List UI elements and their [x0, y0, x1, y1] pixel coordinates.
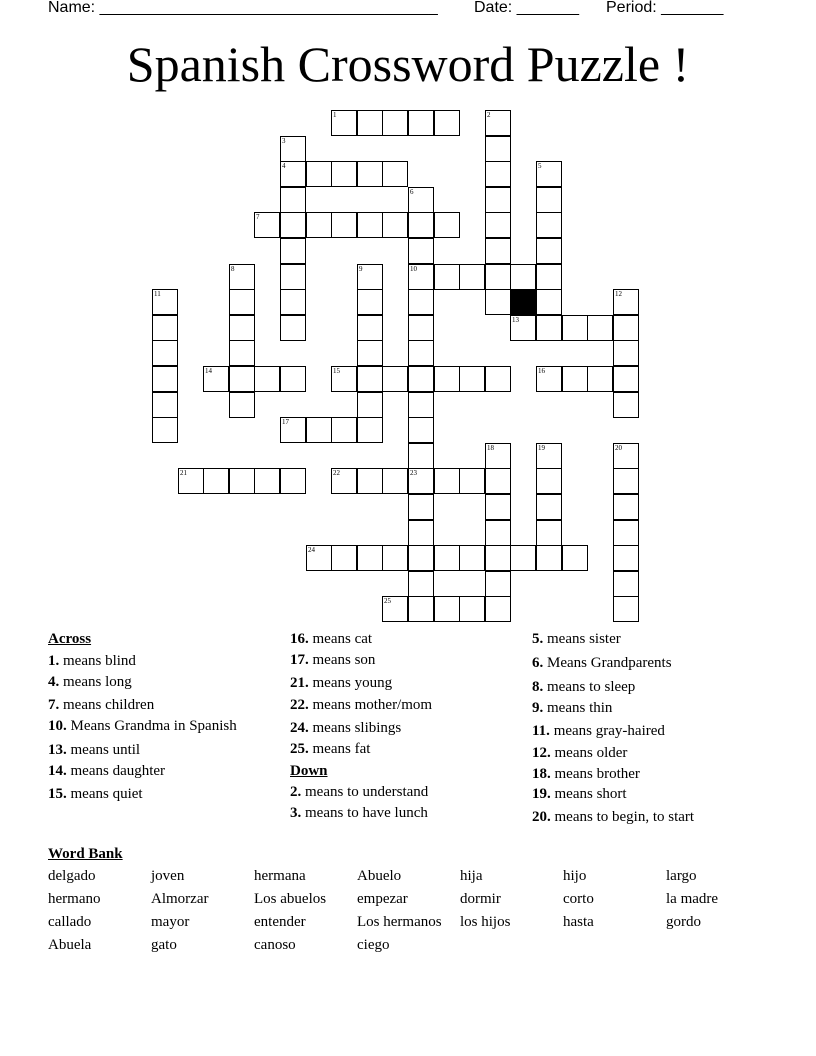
crossword-cell[interactable] [536, 212, 562, 238]
crossword-cell[interactable] [331, 161, 357, 187]
crossword-cell[interactable] [357, 417, 383, 443]
crossword-cell[interactable] [152, 366, 178, 392]
crossword-cell[interactable] [357, 110, 383, 136]
crossword-cell[interactable] [613, 443, 639, 469]
clue-number: 7 [256, 213, 260, 221]
clue-num: 20. [532, 809, 551, 825]
clue-number: 3 [282, 137, 286, 145]
clue-num: 5. [532, 631, 544, 647]
crossword-cell[interactable] [613, 571, 639, 597]
clue-num: 2. [290, 784, 302, 800]
crossword-cell[interactable] [357, 392, 383, 418]
crossword-cell[interactable] [203, 366, 229, 392]
crossword-cell[interactable] [613, 289, 639, 315]
clue-number: 12 [615, 290, 622, 298]
crossword-cell[interactable] [485, 238, 511, 264]
clue-number: 23 [410, 469, 417, 477]
clue-number: 13 [512, 316, 519, 324]
down-clue [532, 745, 627, 762]
crossword-cell[interactable] [254, 366, 280, 392]
crossword-cell[interactable] [536, 468, 562, 494]
clue-text: means short [550, 786, 627, 802]
clue-number: 21 [180, 469, 187, 477]
crossword-cell[interactable] [485, 136, 511, 162]
clue-number: 25 [384, 597, 391, 605]
clue-number: 19 [538, 444, 545, 452]
crossword-cell[interactable] [536, 366, 562, 392]
crossword-cell[interactable] [280, 161, 306, 187]
clue-number: 5 [538, 162, 542, 170]
crossword-cell[interactable] [562, 315, 588, 341]
clue-num: 7. [48, 697, 60, 713]
down-clue [532, 786, 627, 803]
word-bank-item: mayor [151, 914, 190, 930]
period-field[interactable]: Period: _______ [606, 0, 724, 16]
crossword-cell[interactable] [485, 468, 511, 494]
crossword-cell[interactable] [382, 366, 408, 392]
word-bank-item: ciego [357, 937, 390, 953]
crossword-cell[interactable] [382, 468, 408, 494]
crossword-cell[interactable] [357, 161, 383, 187]
crossword-cell[interactable] [459, 264, 485, 290]
crossword-cell[interactable] [280, 212, 306, 238]
crossword-cell[interactable] [408, 289, 434, 315]
clue-number: 10 [410, 265, 417, 273]
crossword-cell[interactable] [280, 264, 306, 290]
clue-text: Means Grandma in Spanish [66, 718, 237, 734]
clue-text: means gray-haired [549, 723, 665, 739]
across-clue [290, 741, 370, 758]
crossword-cell[interactable] [331, 468, 357, 494]
crossword-cell[interactable] [152, 340, 178, 366]
crossword-cell[interactable] [434, 366, 460, 392]
crossword-cell[interactable] [459, 366, 485, 392]
crossword-cell[interactable] [536, 264, 562, 290]
across-clue [48, 742, 140, 759]
date-field[interactable]: Date: _______ [474, 0, 579, 16]
clue-num: 16. [290, 631, 309, 647]
down-clue [532, 766, 640, 783]
word-bank-item: callado [48, 914, 92, 930]
clue-num: 4. [48, 674, 60, 690]
crossword-cell[interactable] [408, 494, 434, 520]
crossword-cell[interactable] [229, 289, 255, 315]
clue-num: 18. [532, 766, 551, 782]
clue-text: means mother/mom [308, 697, 433, 713]
clue-number: 2 [487, 111, 491, 119]
across-clue [48, 763, 165, 780]
clue-text: means daughter [66, 763, 166, 779]
crossword-cell[interactable] [536, 494, 562, 520]
crossword-cell[interactable] [229, 366, 255, 392]
clue-text: means cat [308, 631, 373, 647]
clue-text: means son [308, 652, 376, 668]
across-clue [290, 652, 375, 669]
crossword-cell[interactable] [357, 366, 383, 392]
word-bank-title: Word Bank [48, 846, 123, 862]
crossword-cell[interactable] [434, 264, 460, 290]
across-clue [48, 697, 154, 714]
clue-text: means fat [308, 741, 371, 757]
crossword-cell[interactable] [229, 340, 255, 366]
crossword-cell[interactable] [408, 187, 434, 213]
crossword-cell[interactable] [562, 545, 588, 571]
clue-number: 18 [487, 444, 494, 452]
crossword-cell[interactable] [357, 264, 383, 290]
clue-text: Means Grandparents [543, 655, 672, 671]
clue-number: 14 [205, 367, 212, 375]
across-clue [48, 786, 143, 803]
word-bank-item: la madre [666, 891, 719, 907]
word-bank-item: hijo [563, 868, 587, 884]
crossword-cell[interactable] [229, 315, 255, 341]
crossword-cell[interactable] [203, 468, 229, 494]
word-bank-item: corto [563, 891, 594, 907]
crossword-cell[interactable] [485, 187, 511, 213]
crossword-cell[interactable] [536, 520, 562, 546]
crossword-cell[interactable] [613, 366, 639, 392]
clue-text: means blind [59, 653, 136, 669]
crossword-cell[interactable] [485, 494, 511, 520]
crossword-cell[interactable] [306, 161, 332, 187]
word-bank-item: hermano [48, 891, 101, 907]
clue-number: 24 [308, 546, 315, 554]
page-title: Spanish Crossword Puzzle ! [126, 36, 690, 92]
word-bank-item: dormir [460, 891, 501, 907]
word-bank-item: gato [151, 937, 177, 953]
crossword-cell[interactable] [434, 596, 460, 622]
clue-number: 11 [154, 290, 161, 298]
down-clue [532, 700, 612, 717]
crossword-cell[interactable] [613, 468, 639, 494]
across-clue [290, 697, 432, 714]
down-clue [532, 679, 635, 696]
crossword-cell[interactable] [613, 315, 639, 341]
crossword-cell[interactable] [485, 110, 511, 136]
crossword-cell[interactable] [254, 212, 280, 238]
crossword-cell[interactable] [382, 545, 408, 571]
crossword-cell[interactable] [434, 545, 460, 571]
crossword-cell[interactable] [459, 596, 485, 622]
crossword-cell[interactable] [536, 545, 562, 571]
crossword-cell[interactable] [434, 468, 460, 494]
crossword-cell[interactable] [357, 212, 383, 238]
clue-number: 4 [282, 162, 286, 170]
crossword-cell[interactable] [152, 315, 178, 341]
clue-num: 9. [532, 700, 544, 716]
crossword-cell[interactable] [613, 545, 639, 571]
crossword-cell[interactable] [434, 212, 460, 238]
crossword-cell[interactable] [408, 340, 434, 366]
crossword-cell[interactable] [280, 136, 306, 162]
across-clue [290, 631, 372, 648]
crossword-cell[interactable] [536, 187, 562, 213]
clue-text: means long [59, 674, 132, 690]
crossword-cell[interactable] [485, 596, 511, 622]
clue-number: 15 [333, 367, 340, 375]
word-bank-item: Los hermanos [357, 914, 442, 930]
crossword-cell[interactable] [536, 443, 562, 469]
crossword-cell[interactable] [331, 545, 357, 571]
crossword-cell[interactable] [408, 545, 434, 571]
crossword-cell[interactable] [331, 417, 357, 443]
down-clue [532, 631, 621, 648]
crossword-cell[interactable] [613, 596, 639, 622]
crossword-cell[interactable] [408, 392, 434, 418]
crossword-cell[interactable] [613, 392, 639, 418]
clue-num: 24. [290, 720, 309, 736]
crossword-cell[interactable] [510, 545, 536, 571]
crossword-cell[interactable] [280, 315, 306, 341]
down-clue [532, 723, 665, 740]
crossword-cell[interactable] [280, 187, 306, 213]
down-clue [290, 784, 428, 801]
crossword-cell[interactable] [587, 366, 613, 392]
down-clue [532, 809, 694, 826]
crossword-cell[interactable] [306, 417, 332, 443]
crossword-cell[interactable] [280, 417, 306, 443]
crossword-cell[interactable] [587, 315, 613, 341]
crossword-cell[interactable] [229, 392, 255, 418]
crossword-cell[interactable] [331, 212, 357, 238]
crossword-cell[interactable] [331, 366, 357, 392]
crossword-cell[interactable] [408, 468, 434, 494]
word-bank-item: delgado [48, 868, 96, 884]
across-clue [290, 720, 401, 737]
clue-number: 9 [359, 265, 363, 273]
crossword-cell[interactable] [408, 571, 434, 597]
clue-number: 6 [410, 188, 414, 196]
crossword-cell[interactable] [229, 468, 255, 494]
across-clue [48, 674, 132, 691]
word-bank-item: joven [151, 868, 185, 884]
clue-text: means slibings [308, 720, 402, 736]
crossword-cell[interactable] [382, 110, 408, 136]
crossword-cell[interactable] [408, 110, 434, 136]
clue-num: 25. [290, 741, 309, 757]
clue-number: 1 [333, 111, 337, 119]
word-bank-item: empezar [357, 891, 408, 907]
clue-num: 3. [290, 805, 302, 821]
word-bank-item: canoso [254, 937, 296, 953]
crossword-cell[interactable] [280, 468, 306, 494]
clue-text: means older [550, 745, 628, 761]
clue-num: 11. [532, 723, 550, 739]
across-clue [48, 653, 136, 670]
word-bank-item: Almorzar [151, 891, 209, 907]
clue-num: 13. [48, 742, 67, 758]
crossword-cell[interactable] [306, 212, 332, 238]
crossword-cell[interactable] [485, 289, 511, 315]
crossword-cell[interactable] [408, 596, 434, 622]
crossword-cell[interactable] [459, 545, 485, 571]
clue-number: 17 [282, 418, 289, 426]
clue-num: 6. [532, 655, 544, 671]
clue-text: means sister [543, 631, 621, 647]
crossword-cell[interactable] [357, 340, 383, 366]
crossword-cell[interactable] [485, 161, 511, 187]
crossword-cell[interactable] [536, 315, 562, 341]
clue-num: 14. [48, 763, 67, 779]
crossword-cell[interactable] [382, 161, 408, 187]
crossword-cell[interactable] [280, 238, 306, 264]
crossword-cell[interactable] [306, 545, 332, 571]
clue-text: means to have lunch [301, 805, 428, 821]
clue-text: means quiet [66, 786, 143, 802]
word-bank-item: los hijos [460, 914, 511, 930]
crossword-cell[interactable] [357, 545, 383, 571]
crossword-cell[interactable] [408, 238, 434, 264]
crossword-cell[interactable] [510, 315, 536, 341]
crossword-cell[interactable] [357, 315, 383, 341]
word-bank-item: Abuelo [357, 868, 402, 884]
clue-num: 22. [290, 697, 309, 713]
crossword-cell[interactable] [357, 289, 383, 315]
crossword-cell[interactable] [357, 468, 383, 494]
clue-text: means to begin, to start [550, 809, 695, 825]
crossword-cell[interactable] [613, 494, 639, 520]
crossword-cell[interactable] [536, 238, 562, 264]
crossword-cell[interactable] [485, 264, 511, 290]
clue-number: 8 [231, 265, 235, 273]
clue-number: 22 [333, 469, 340, 477]
clue-number: 20 [615, 444, 622, 452]
crossword-cell[interactable] [152, 392, 178, 418]
across-clue [48, 718, 237, 735]
crossword-cell[interactable] [408, 520, 434, 546]
clue-text: means until [66, 742, 141, 758]
crossword-cell[interactable] [254, 468, 280, 494]
clue-number: 16 [538, 367, 545, 375]
crossword-cell[interactable] [562, 366, 588, 392]
crossword-cell[interactable] [152, 417, 178, 443]
clue-text: means brother [550, 766, 640, 782]
crossword-cell[interactable] [459, 468, 485, 494]
crossword-cell[interactable] [229, 264, 255, 290]
blocked-cell [510, 289, 536, 315]
crossword-cell[interactable] [408, 212, 434, 238]
crossword-cell[interactable] [408, 264, 434, 290]
clue-text: means young [308, 675, 393, 691]
across-heading: Across [48, 631, 92, 647]
crossword-cell[interactable] [280, 289, 306, 315]
word-bank-item: largo [666, 868, 697, 884]
clue-num: 12. [532, 745, 551, 761]
clue-num: 17. [290, 652, 309, 668]
crossword-cell[interactable] [382, 596, 408, 622]
crossword-cell[interactable] [331, 110, 357, 136]
crossword-cell[interactable] [485, 366, 511, 392]
crossword-cell[interactable] [280, 366, 306, 392]
word-bank-item: Los abuelos [254, 891, 327, 907]
crossword-cell[interactable] [613, 520, 639, 546]
crossword-cell[interactable] [434, 110, 460, 136]
crossword-cell[interactable] [485, 212, 511, 238]
word-bank-item: hasta [563, 914, 594, 930]
crossword-cell[interactable] [408, 443, 434, 469]
clue-num: 1. [48, 653, 60, 669]
word-bank-item: hija [460, 868, 483, 884]
crossword-cell[interactable] [485, 520, 511, 546]
clue-num: 21. [290, 675, 309, 691]
clue-num: 19. [532, 786, 551, 802]
crossword-cell[interactable] [178, 468, 204, 494]
clue-num: 8. [532, 679, 544, 695]
clue-text: means to sleep [543, 679, 636, 695]
crossword-cell[interactable] [485, 545, 511, 571]
down-clue [290, 805, 428, 822]
crossword-cell[interactable] [408, 417, 434, 443]
down-clue [532, 655, 672, 672]
crossword-cell[interactable] [485, 571, 511, 597]
clue-num: 10. [48, 718, 67, 734]
clue-text: means thin [543, 700, 613, 716]
name-field[interactable]: Name: ______________________________________ [48, 0, 438, 16]
crossword-cell[interactable] [485, 443, 511, 469]
clue-text: means to understand [301, 784, 429, 800]
clue-text: means children [59, 697, 155, 713]
crossword-cell[interactable] [536, 161, 562, 187]
crossword-cell[interactable] [613, 340, 639, 366]
crossword-cell[interactable] [382, 212, 408, 238]
crossword-cell[interactable] [536, 289, 562, 315]
crossword-cell[interactable] [408, 315, 434, 341]
clue-num: 15. [48, 786, 67, 802]
crossword-cell[interactable] [510, 264, 536, 290]
word-bank-item: hermana [254, 868, 306, 884]
word-bank-item: Abuela [48, 937, 92, 953]
across-clue [290, 675, 392, 692]
crossword-cell[interactable] [408, 366, 434, 392]
word-bank-item: entender [254, 914, 306, 930]
down-heading: Down [290, 763, 328, 779]
crossword-cell[interactable] [152, 289, 178, 315]
word-bank-item: gordo [666, 914, 701, 930]
